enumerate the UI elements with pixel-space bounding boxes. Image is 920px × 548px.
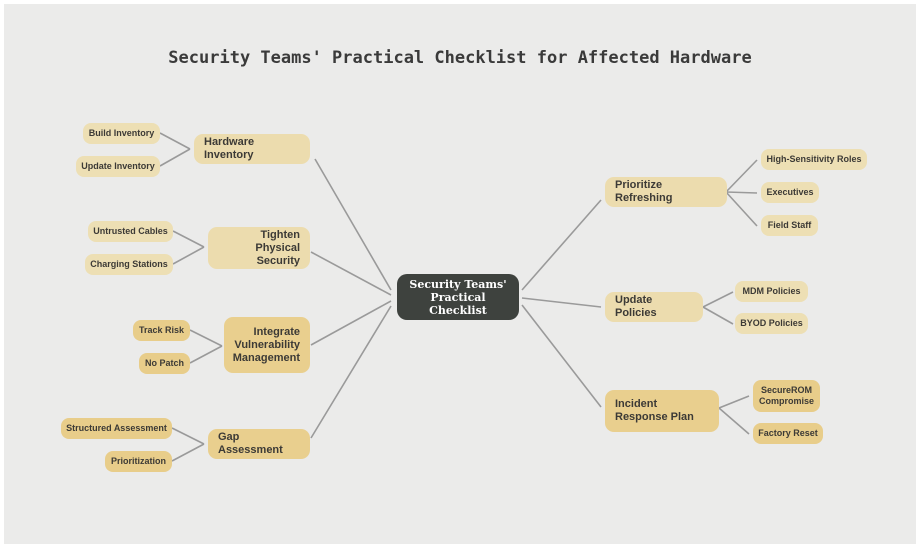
branch-gap-assessment[interactable]: Gap Assessment <box>208 429 310 459</box>
edge-factory-reset <box>719 408 749 434</box>
edge-build-inventory <box>160 133 190 149</box>
branch-integrate-vulnerability-management[interactable]: Integrate Vulnerability Management <box>224 317 310 373</box>
leaf-untrusted-cables[interactable]: Untrusted Cables <box>88 221 173 242</box>
edge-untrusted-cables <box>173 231 204 247</box>
branch-prioritize-refreshing[interactable]: Prioritize Refreshing <box>605 177 727 207</box>
edge-center-integrate-vulnerability <box>311 301 391 345</box>
mindmap-canvas <box>4 4 916 544</box>
edge-high-sensitivity-roles <box>726 160 757 192</box>
edge-center-update-policies <box>522 298 601 307</box>
leaf-factory-reset[interactable]: Factory Reset <box>753 423 823 444</box>
diagram-title: Security Teams' Practical Checklist for Affected Hardware <box>168 48 752 68</box>
leaf-update-inventory[interactable]: Update Inventory <box>76 156 160 177</box>
leaf-high-sensitivity-roles[interactable]: High-Sensitivity Roles <box>761 149 867 170</box>
edge-charging-stations <box>173 247 204 264</box>
edge-track-risk <box>190 330 222 346</box>
edge-center-incident-response <box>522 305 601 407</box>
center-node[interactable]: Security Teams' Practical Checklist <box>397 274 519 320</box>
edge-center-tighten-physical-security <box>311 252 391 295</box>
branch-update-policies[interactable]: Update Policies <box>605 292 703 322</box>
leaf-executives[interactable]: Executives <box>761 182 819 203</box>
edge-securerom-compromise <box>719 396 749 408</box>
branch-hardware-inventory[interactable]: Hardware Inventory <box>194 134 310 164</box>
branch-incident-response-plan[interactable]: Incident Response Plan <box>605 390 719 432</box>
leaf-charging-stations[interactable]: Charging Stations <box>85 254 173 275</box>
edge-executives <box>726 192 757 193</box>
leaf-byod-policies[interactable]: BYOD Policies <box>735 313 808 334</box>
leaf-securerom-compromise[interactable]: SecureROM Compromise <box>753 380 820 412</box>
edge-update-inventory <box>160 149 190 166</box>
leaf-track-risk[interactable]: Track Risk <box>133 320 190 341</box>
edge-center-hardware-inventory <box>315 159 391 290</box>
edge-no-patch <box>190 346 222 363</box>
leaf-structured-assessment[interactable]: Structured Assessment <box>61 418 172 439</box>
edge-center-gap-assessment <box>311 306 391 438</box>
leaf-no-patch[interactable]: No Patch <box>139 353 190 374</box>
edge-prioritization <box>172 444 204 461</box>
branch-tighten-physical-security[interactable]: Tighten Physical Security <box>208 227 310 269</box>
leaf-mdm-policies[interactable]: MDM Policies <box>735 281 808 302</box>
edge-center-prioritize-refreshing <box>522 200 601 290</box>
leaf-prioritization[interactable]: Prioritization <box>105 451 172 472</box>
leaf-field-staff[interactable]: Field Staff <box>761 215 818 236</box>
edge-field-staff <box>726 192 757 226</box>
edge-byod-policies <box>703 307 733 324</box>
edge-structured-assessment <box>172 428 204 444</box>
leaf-build-inventory[interactable]: Build Inventory <box>83 123 160 144</box>
edge-mdm-policies <box>703 292 733 307</box>
